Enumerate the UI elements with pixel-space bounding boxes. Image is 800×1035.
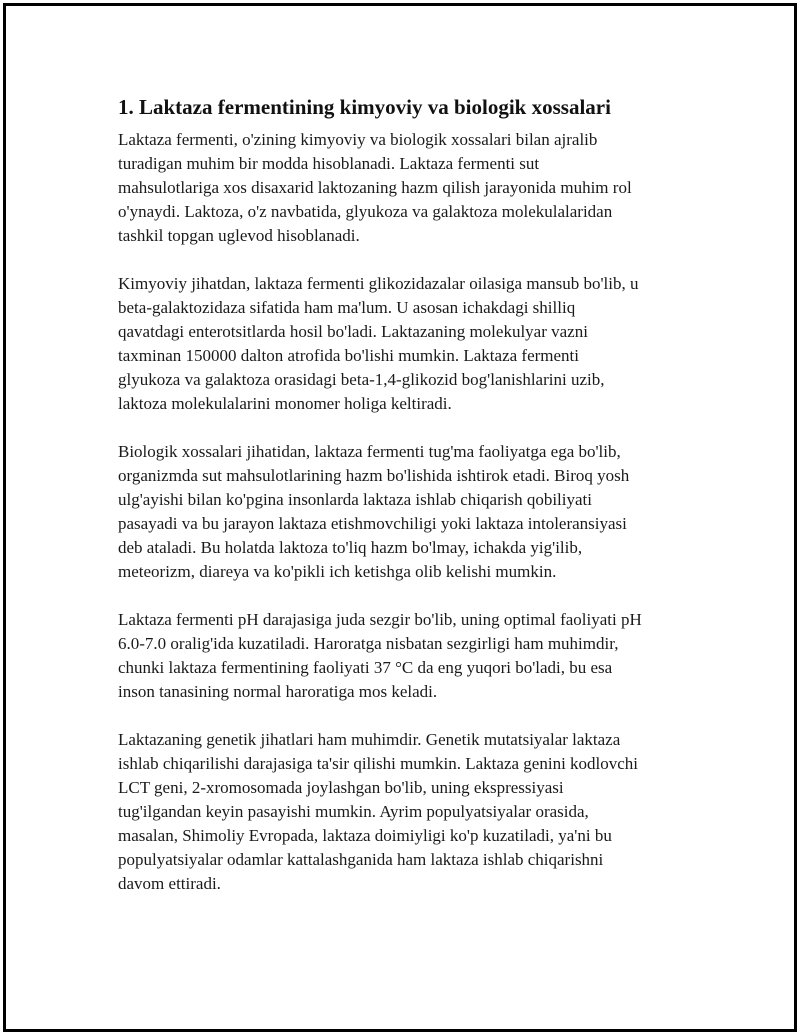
paragraph-genetic <box>118 728 698 896</box>
text-line: populyatsiyalar odamlar kattalashganida ham laktaza ishlab chiqarishni <box>118 850 604 869</box>
text-line: masalan, Shimoliy Evropada, laktaza doimiyligi ko'p kuzatiladi, ya'ni bu <box>118 826 612 845</box>
text-line: mahsulotlariga xos disaxarid laktozaning hazm qilish jarayonida muhim rol <box>118 178 632 197</box>
text-line: ishlab chiqarilishi darajasiga ta'sir qilishi mumkin. Laktaza genini kodlovchi <box>118 754 639 773</box>
text-line: pasayadi va bu jarayon laktaza etishmovchiligi yoki laktaza intoleransiyasi <box>118 514 627 533</box>
text-line: tug'ilgandan keyin pasayishi mumkin. Ayrim populyatsiyalar orasida, <box>118 802 589 821</box>
paragraph-intro <box>118 128 698 248</box>
paragraph-chemical <box>118 272 698 416</box>
text-line: chunki laktaza fermentining faoliyati 37 °C da eng yuqori bo'ladi, bu esa <box>118 658 613 677</box>
text-line: Laktazaning genetik jihatlari ham muhimdir. Genetik mutatsiyalar laktaza <box>118 730 621 749</box>
document-body <box>118 94 698 920</box>
section-heading: 1. Laktaza fermentining kimyoviy va biologik xossalari <box>118 95 611 119</box>
text-line: organizmda sut mahsulotlarining hazm bo'lishida ishtirok etadi. Biroq yosh <box>118 466 630 485</box>
paragraph-ph-temperature <box>118 608 698 704</box>
text-line: 6.0-7.0 oralig'ida kuzatiladi. Haroratga nisbatan sezgirligi ham muhimdir, <box>118 634 619 653</box>
text-line: davom ettiradi. <box>118 874 221 893</box>
text-line: Biologik xossalari jihatidan, laktaza fermenti tug'ma faoliyatga ega bo'lib, <box>118 442 621 461</box>
text-line: o'ynaydi. Laktoza, o'z navbatida, glyukoza va galaktoza molekulalaridan <box>118 202 613 221</box>
text-line: beta-galaktozidaza sifatida ham ma'lum. U asosan ichakdagi shilliq <box>118 298 576 317</box>
text-line: laktoza molekulalarini monomer holiga keltiradi. <box>118 394 452 413</box>
paragraph-biological <box>118 440 698 584</box>
text-line: inson tanasining normal haroratiga mos keladi. <box>118 682 438 701</box>
text-line: turadigan muhim bir modda hisoblanadi. Laktaza fermenti sut <box>118 154 540 173</box>
text-line: meteorizm, diareya va ko'pikli ich ketishga olib kelishi mumkin. <box>118 562 557 581</box>
text-line: LCT geni, 2-xromosomada joylashgan bo'lib, uning ekspressiyasi <box>118 778 564 797</box>
text-line: ulg'ayishi bilan ko'pgina insonlarda laktaza ishlab chiqarish qobiliyati <box>118 490 592 509</box>
text-line: taxminan 150000 dalton atrofida bo'lishi mumkin. Laktaza fermenti <box>118 346 580 365</box>
text-line: Laktaza fermenti, o'zining kimyoviy va biologik xossalari bilan ajralib <box>118 130 598 149</box>
text-line: deb ataladi. Bu holatda laktoza to'liq hazm bo'lmay, ichakda yig'ilib, <box>118 538 583 557</box>
text-line: tashkil topgan uglevod hisoblanadi. <box>118 226 360 245</box>
text-line: qavatdagi enterotsitlarda hosil bo'ladi. Laktazaning molekulyar vazni <box>118 322 588 341</box>
text-line: Laktaza fermenti pH darajasiga juda sezgir bo'lib, uning optimal faoliyati pH <box>118 610 642 629</box>
text-line: glyukoza va galaktoza orasidagi beta-1,4-glikozid bog'lanishlarini uzib, <box>118 370 605 389</box>
text-line: Kimyoviy jihatdan, laktaza fermenti glikozidazalar oilasiga mansub bo'lib, u <box>118 274 639 293</box>
